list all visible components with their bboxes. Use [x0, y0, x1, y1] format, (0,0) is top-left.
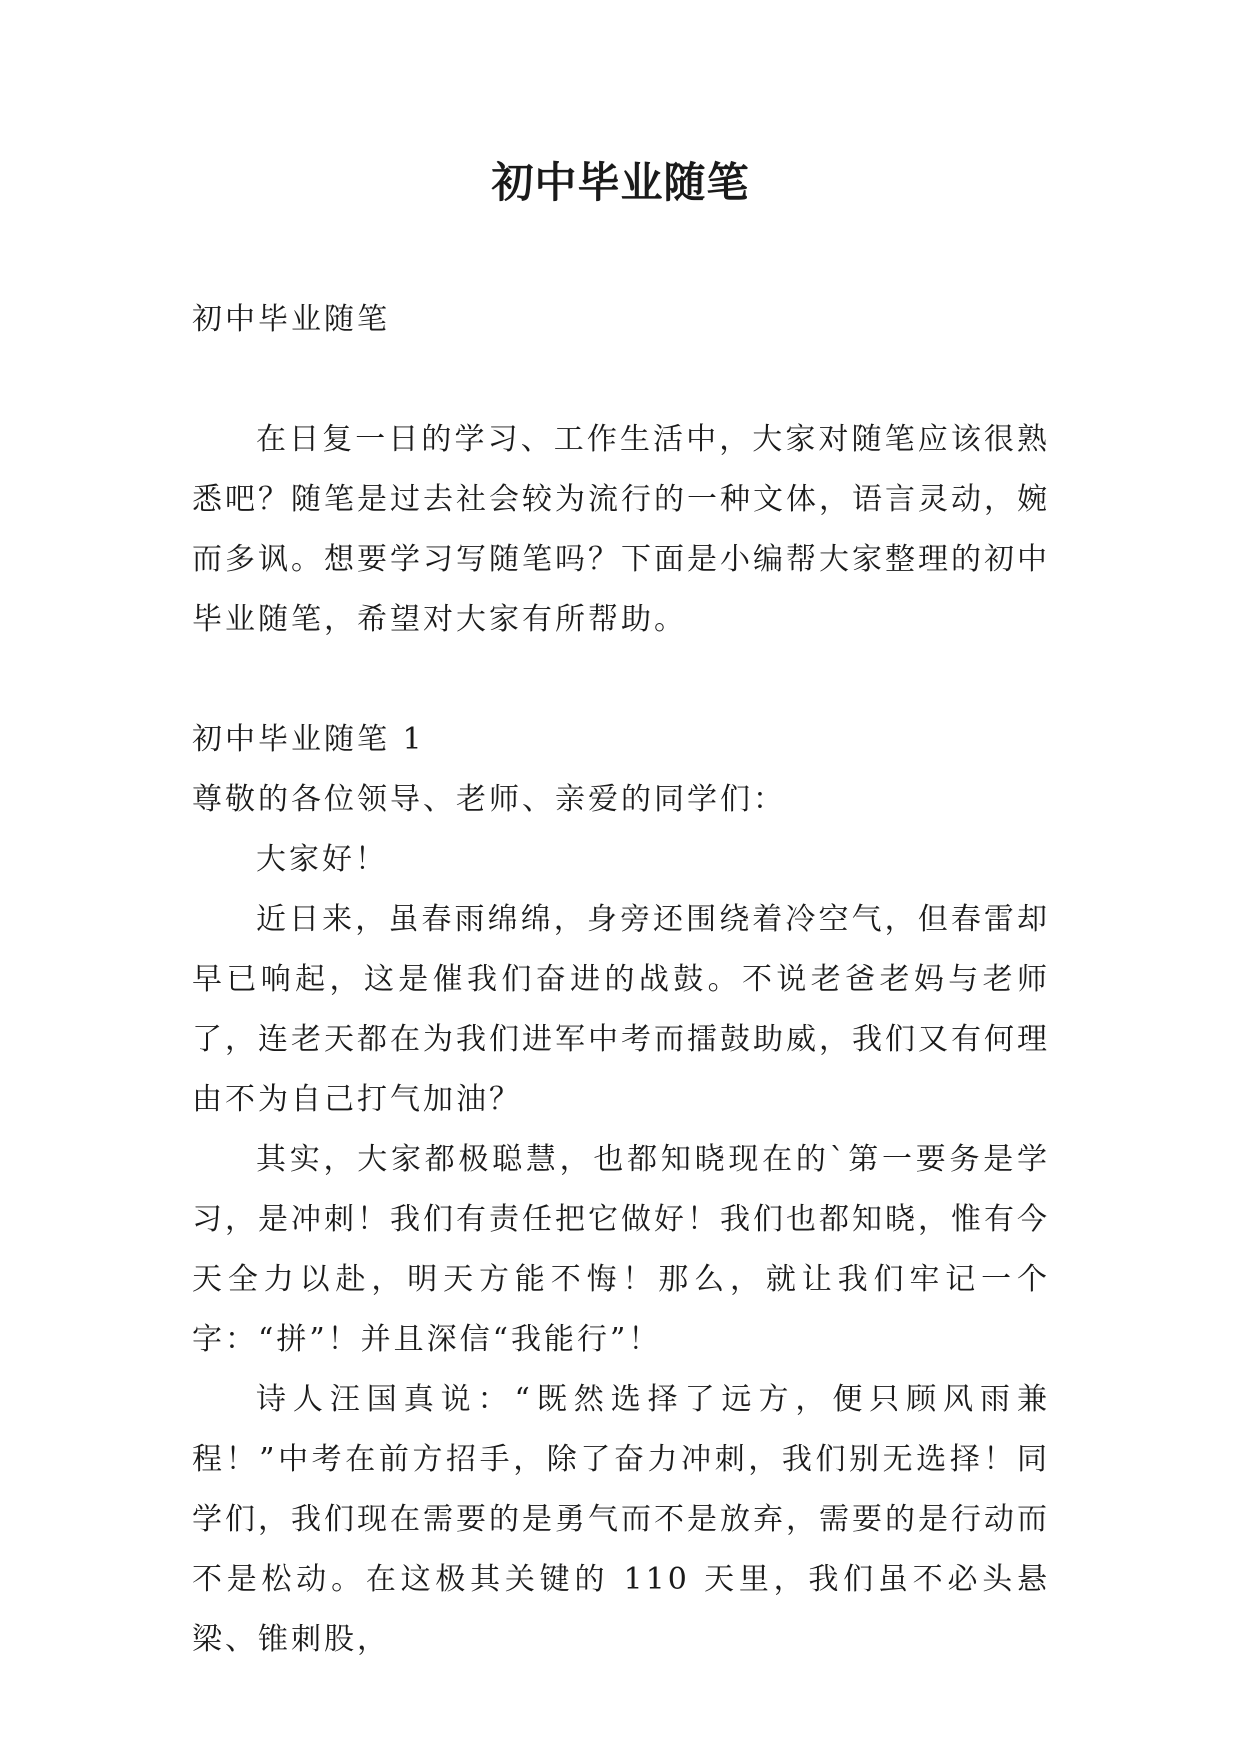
body-paragraph-3: 诗人汪国真说：“既然选择了远方，便只顾风雨兼程！”中考在前方招手，除了奋力冲刺，我们别无选择！同学们，我们现在需要的是勇气而不是放弃，需要的是行动而不是松动。在这极其关键的 110 天里，我们虽不必头悬梁、锥刺股，	[192, 1382, 1050, 1657]
document-title: 初中毕业随笔	[491, 158, 750, 207]
intro-paragraph: 在日复一日的学习、工作生活中，大家对随笔应该很熟悉吧？随笔是过去社会较为流行的一种文体，语言灵动，婉而多讽。想要学习写随笔吗？下面是小编帮大家整理的初中毕业随笔，希望对大家有所帮助。	[192, 422, 1050, 637]
document-body	[192, 290, 1050, 1670]
document-subtitle: 初中毕业随笔	[192, 302, 390, 337]
section-heading: 初中毕业随笔 1	[192, 722, 425, 757]
greeting: 大家好！	[256, 842, 388, 877]
body-paragraph-2: 其实，大家都极聪慧，也都知晓现在的`第一要务是学习，是冲刺！我们有责任把它做好！我们也都知晓，惟有今天全力以赴，明天方能不悔！那么，就让我们牢记一个字：“拼”！并且深信“我能行”！	[192, 1142, 1050, 1357]
body-paragraph-1: 近日来，虽春雨绵绵，身旁还围绕着冷空气，但春雷却早已响起，这是催我们奋进的战鼓。不说老爸老妈与老师了，连老天都在为我们进军中考而擂鼓助威，我们又有何理由不为自己打气加油？	[192, 902, 1050, 1117]
salutation: 尊敬的各位领导、老师、亲爱的同学们：	[192, 782, 786, 817]
